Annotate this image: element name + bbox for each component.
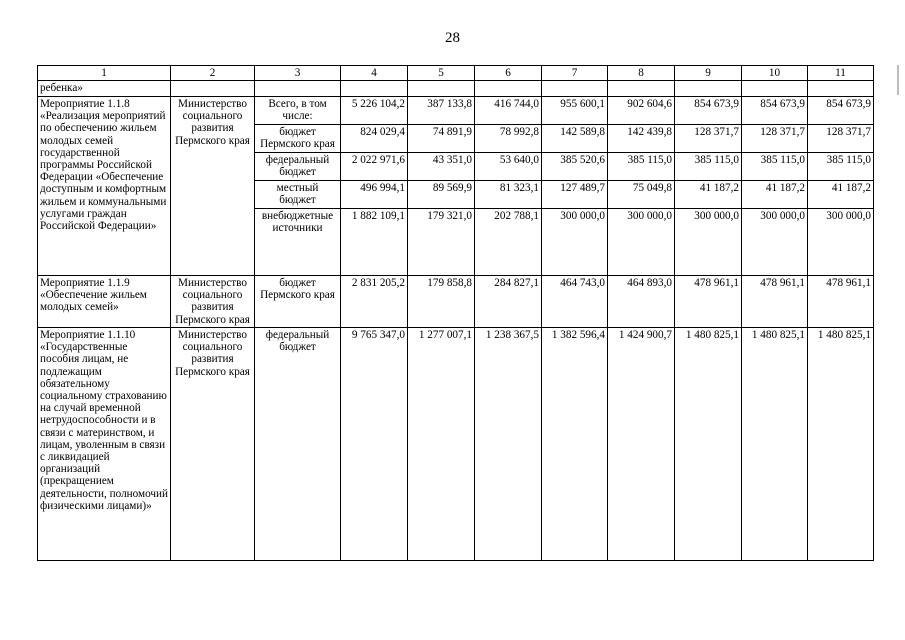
funding-source: внебюджетные источники [255,209,341,276]
value-cell: 1 480 825,1 [675,328,742,561]
value-cell: 179 858,8 [408,276,475,328]
value-cell: 300 000,0 [675,209,742,276]
column-header: 11 [808,66,874,81]
value-cell: 300 000,0 [542,209,608,276]
program-table [37,65,874,561]
column-header: 6 [475,66,542,81]
value-cell: 89 569,9 [408,181,475,209]
value-cell: 385 115,0 [808,153,874,181]
value-cell: 128 371,7 [675,125,742,153]
value-cell: 1 382 596,4 [542,328,608,561]
scan-edge-mark [897,65,899,95]
value-cell: 478 961,1 [742,276,808,328]
column-header: 10 [742,66,808,81]
funding-source: бюджет Пермского края [255,276,341,328]
value-cell: 464 893,0 [608,276,675,328]
value-cell: 824 029,4 [341,125,408,153]
column-header: 2 [171,66,255,81]
value-cell: 385 520,6 [542,153,608,181]
value-cell: 41 187,2 [808,181,874,209]
value-cell: 202 788,1 [475,209,542,276]
measure-name: Мероприятие 1.1.8 «Реализация мероприятий по обеспечению жильем молодых семей государственной программы Российской Федерации «Обеспечение доступным и комфортным жильем и коммунальными услугами граждан Российской Федерации» [38,97,171,276]
value-cell: 128 371,7 [808,125,874,153]
funding-source: федеральный бюджет [255,153,341,181]
continuation-text: ребенка» [38,81,171,97]
column-header: 7 [542,66,608,81]
value-cell: 179 321,0 [408,209,475,276]
value-cell: 9 765 347,0 [341,328,408,561]
executor: Министерство социального развития Пермского края [171,97,255,276]
value-cell: 5 226 104,2 [341,97,408,125]
value-cell: 854 673,9 [742,97,808,125]
executor: Министерство социального развития Пермского края [171,328,255,561]
header-row [38,66,874,81]
value-cell: 385 115,0 [675,153,742,181]
measure-name: Мероприятие 1.1.9 «Обеспечение жильем молодых семей» [38,276,171,328]
value-cell: 78 992,8 [475,125,542,153]
value-cell: 478 961,1 [808,276,874,328]
value-cell: 300 000,0 [742,209,808,276]
value-cell: 387 133,8 [408,97,475,125]
column-header: 3 [255,66,341,81]
value-cell: 854 673,9 [808,97,874,125]
value-cell: 2 831 205,2 [341,276,408,328]
value-cell: 81 323,1 [475,181,542,209]
value-cell: 1 882 109,1 [341,209,408,276]
page-number: 28 [445,30,460,46]
continuation-row [38,81,874,97]
value-cell: 1 480 825,1 [808,328,874,561]
value-cell: 385 115,0 [742,153,808,181]
value-cell: 128 371,7 [742,125,808,153]
value-cell: 1 480 825,1 [742,328,808,561]
value-cell: 142 589,8 [542,125,608,153]
value-cell: 142 439,8 [608,125,675,153]
value-cell: 464 743,0 [542,276,608,328]
value-cell: 955 600,1 [542,97,608,125]
column-header: 9 [675,66,742,81]
value-cell: 53 640,0 [475,153,542,181]
funding-source: местный бюджет [255,181,341,209]
value-cell: 416 744,0 [475,97,542,125]
value-cell: 1 277 007,1 [408,328,475,561]
value-cell: 1 238 367,5 [475,328,542,561]
column-header: 5 [408,66,475,81]
value-cell: 2 022 971,6 [341,153,408,181]
funding-source: бюджет Пермского края [255,125,341,153]
measure-name: Мероприятие 1.1.10 «Государственные пособия лицам, не подлежащим обязательному социальному страхованию на случай временной нетрудоспособности и в связи с материнством, и лицам, уволенным в связи с ликвидацией организаций (прекращением деятельности, полномочий физическими лицами)» [38,328,171,561]
value-cell: 496 994,1 [341,181,408,209]
column-header: 8 [608,66,675,81]
column-header: 4 [341,66,408,81]
value-cell: 300 000,0 [808,209,874,276]
value-cell: 854 673,9 [675,97,742,125]
value-cell: 41 187,2 [742,181,808,209]
table-row [38,328,874,561]
table-row [38,276,874,328]
column-header: 1 [38,66,171,81]
value-cell: 1 424 900,7 [608,328,675,561]
value-cell: 478 961,1 [675,276,742,328]
table-row [38,97,874,125]
value-cell: 75 049,8 [608,181,675,209]
funding-source: федеральный бюджет [255,328,341,561]
value-cell: 43 351,0 [408,153,475,181]
value-cell: 127 489,7 [542,181,608,209]
value-cell: 74 891,9 [408,125,475,153]
value-cell: 300 000,0 [608,209,675,276]
value-cell: 902 604,6 [608,97,675,125]
value-cell: 385 115,0 [608,153,675,181]
value-cell: 284 827,1 [475,276,542,328]
value-cell: 41 187,2 [675,181,742,209]
executor: Министерство социального развития Пермского края [171,276,255,328]
funding-source: Всего, в том числе: [255,97,341,125]
